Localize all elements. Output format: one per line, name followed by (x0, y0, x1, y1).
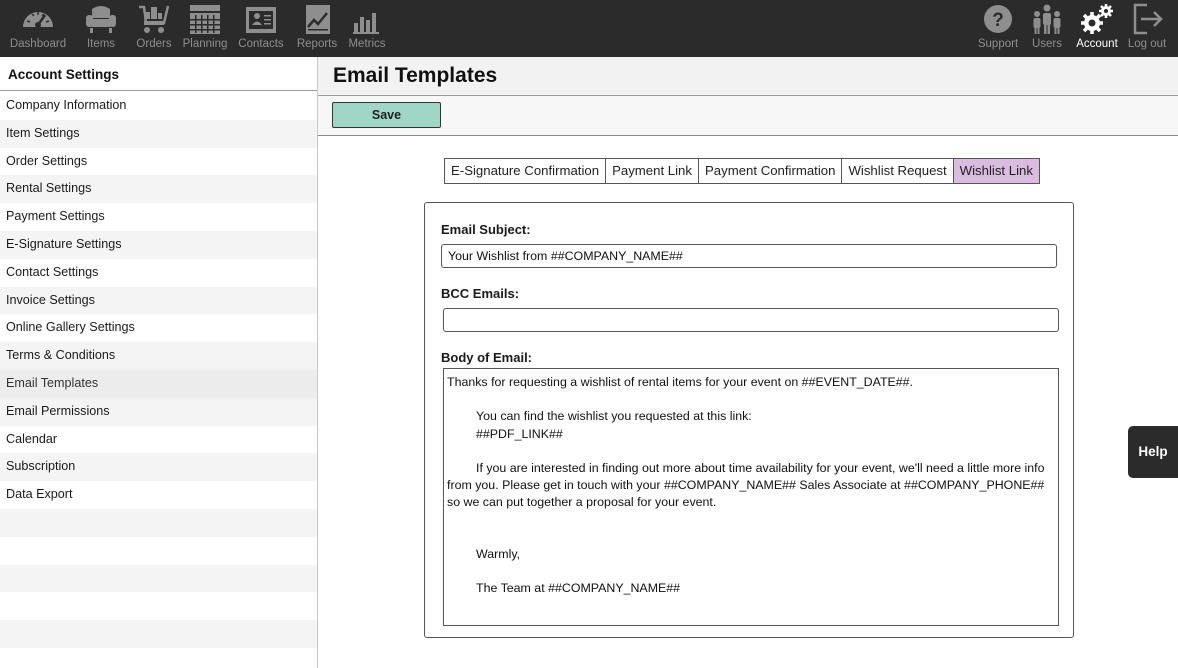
armchair-icon (83, 3, 119, 35)
top-nav-bar (0, 0, 1178, 57)
nav-label: Dashboard (9, 38, 67, 50)
body-of-email-label: Body of Email: (441, 350, 533, 365)
nav-label: Contacts (238, 38, 284, 50)
body-paragraph: You can find the wishlist you requested at this link: (476, 409, 752, 424)
sidebar-item-online-gallery-settings[interactable]: Online Gallery Settings (6, 320, 135, 335)
contact-card-icon (243, 3, 279, 35)
sidebar-empty-row (0, 620, 317, 648)
tab-payment-link[interactable]: Payment Link (605, 158, 699, 184)
bcc-emails-label: BCC Emails: (441, 286, 520, 301)
nav-planning[interactable] (180, 0, 230, 57)
tab-payment-confirmation[interactable]: Payment Confirmation (698, 158, 842, 184)
sidebar-item-email-templates[interactable]: Email Templates (0, 370, 317, 398)
help-button[interactable]: Help (1128, 426, 1178, 478)
gears-icon (1079, 3, 1115, 35)
nav-metrics[interactable] (342, 0, 392, 57)
body-paragraph: If you are interested in finding out more about time availability for your event, we'll need a little more info from you. Please get in touch with your ##COMPANY_NAME## Sales Associate at ##COMPANY_PHONE## so we can put together a proposal for your event. (447, 460, 1045, 510)
sidebar-empty-row (0, 592, 317, 620)
nav-items[interactable] (76, 0, 126, 57)
sidebar-item-payment-settings[interactable]: Payment Settings (6, 209, 105, 224)
sidebar-item-terms-conditions[interactable]: Terms & Conditions (0, 342, 317, 370)
bcc-emails-input[interactable] (443, 308, 1059, 332)
sidebar-item-company-information[interactable]: Company Information (6, 98, 127, 112)
line-chart-icon (299, 3, 335, 35)
sidebar-empty-row (0, 509, 317, 537)
settings-sidebar (0, 57, 318, 668)
nav-logout[interactable] (1122, 0, 1172, 57)
nav-dashboard[interactable] (3, 0, 73, 57)
nav-label: Planning (182, 38, 228, 50)
sidebar-item-calendar[interactable]: Calendar (6, 431, 58, 446)
email-template-card (424, 202, 1074, 638)
sidebar-item-item-settings[interactable]: Item Settings (0, 120, 317, 148)
sidebar-item-email-permissions[interactable]: Email Permissions (0, 398, 317, 426)
body-paragraph: Warmly, (476, 546, 521, 561)
sidebar-item-contact-settings[interactable]: Contact Settings (6, 264, 99, 279)
nav-label: Account (1076, 38, 1118, 50)
nav-label: Metrics (348, 38, 386, 50)
toolbar (318, 96, 1178, 136)
sidebar-title: Account Settings (0, 57, 317, 91)
bar-chart-icon (349, 3, 385, 35)
sidebar-list (0, 92, 317, 648)
body-paragraph: Thanks for requesting a wishlist of rental items for your event on ##EVENT_DATE##. (447, 375, 914, 389)
nav-account[interactable] (1072, 0, 1122, 57)
email-subject-input[interactable] (441, 244, 1057, 268)
nav-label: Users (1031, 38, 1063, 50)
email-subject-label: Email Subject: (441, 222, 531, 237)
nav-reports[interactable] (292, 0, 342, 57)
email-body-editor[interactable] (443, 368, 1059, 626)
nav-label: Orders (136, 38, 172, 50)
gauge-icon (20, 3, 56, 35)
sidebar-item-esignature-settings[interactable]: E-Signature Settings (0, 231, 317, 259)
sidebar-empty-row (0, 565, 317, 593)
nav-contacts[interactable] (236, 0, 286, 57)
sidebar-item-subscription[interactable]: Subscription (0, 453, 317, 481)
sidebar-empty-row (0, 537, 317, 565)
body-paragraph: ##PDF_LINK## (476, 426, 563, 441)
tab-wishlist-link[interactable]: Wishlist Link (953, 158, 1040, 184)
body-paragraph: The Team at ##COMPANY_NAME## (476, 581, 681, 596)
page-title: Email Templates (333, 64, 498, 87)
sidebar-item-invoice-settings[interactable]: Invoice Settings (0, 287, 317, 315)
tab-esignature-confirmation[interactable]: E-Signature Confirmation (444, 158, 606, 184)
svg-text:?: ? (992, 10, 1004, 31)
logout-icon (1129, 3, 1165, 35)
question-icon (980, 3, 1016, 35)
nav-label: Log out (1127, 38, 1167, 50)
sidebar-item-rental-settings[interactable]: Rental Settings (0, 175, 317, 203)
nav-support[interactable] (973, 0, 1023, 57)
cart-icon (136, 3, 172, 35)
nav-label: Reports (296, 38, 338, 50)
sidebar-item-order-settings[interactable]: Order Settings (6, 153, 88, 168)
nav-users[interactable] (1023, 0, 1071, 57)
template-tabs (444, 158, 1040, 184)
main-header (318, 57, 1178, 96)
nav-label: Items (86, 38, 116, 50)
sidebar-item-data-export[interactable]: Data Export (6, 487, 73, 502)
users-icon (1029, 3, 1065, 35)
tab-wishlist-request[interactable]: Wishlist Request (841, 158, 953, 184)
calendar-icon (187, 3, 223, 35)
nav-label: Support (977, 38, 1019, 50)
save-button[interactable]: Save (332, 102, 441, 128)
nav-orders[interactable] (129, 0, 179, 57)
